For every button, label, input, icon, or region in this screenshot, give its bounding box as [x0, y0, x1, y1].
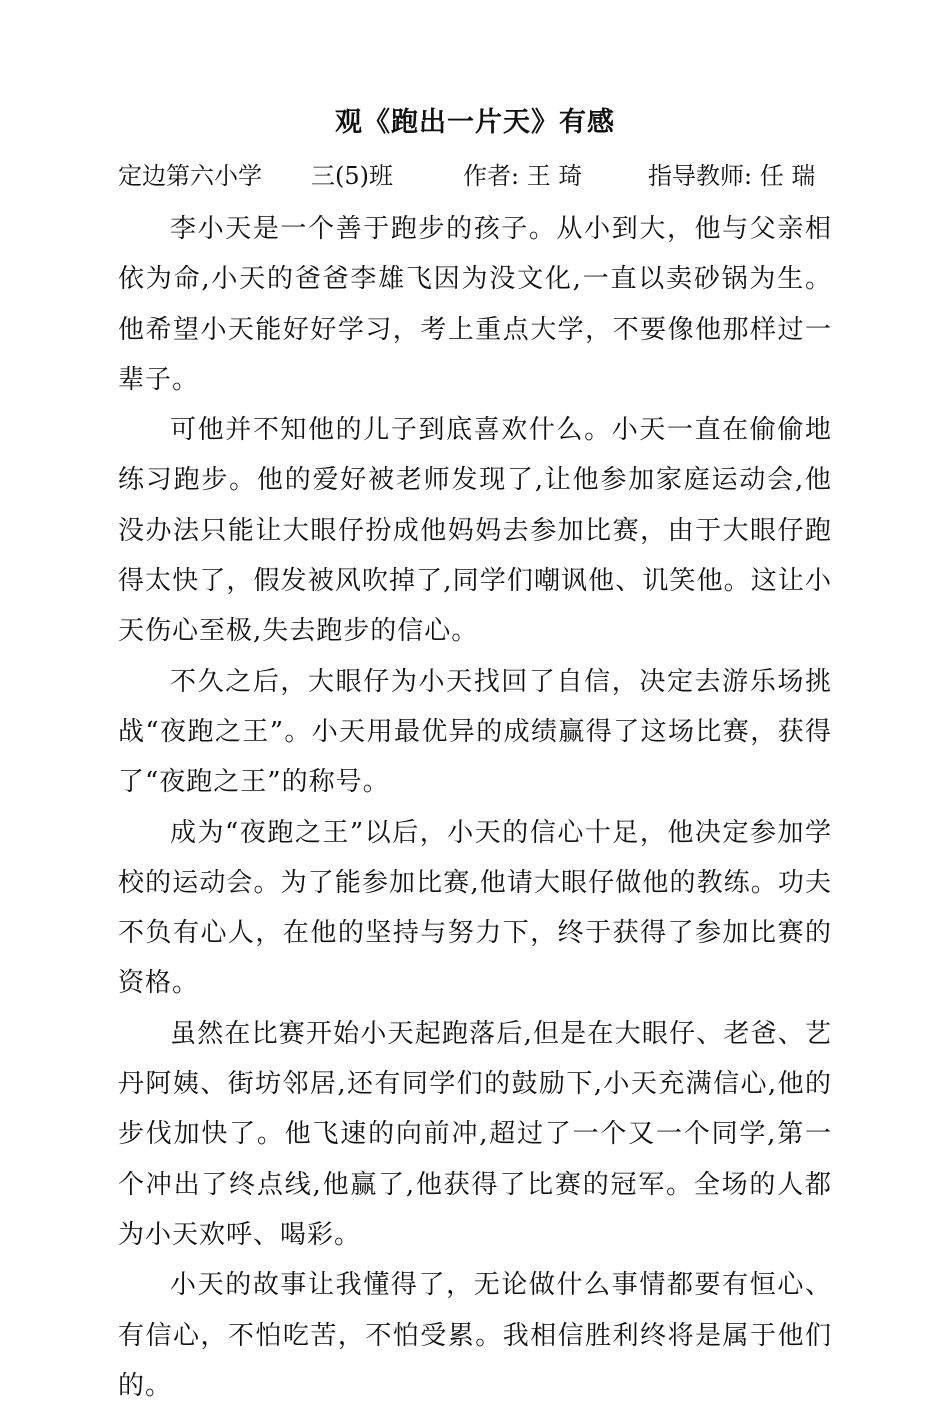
- paragraph-3: 不久之后，大眼仔为小天找回了自信，决定去游乐场挑战“夜跑之王”。小天用最优异的成绩赢得了这场比赛，获得了“夜跑之王”的称号。: [118, 666, 832, 798]
- essay-title: 观《跑出一片天》有感: [335, 107, 615, 138]
- teacher-name: 指导教师: 任 瑞: [648, 162, 816, 190]
- author-name: 作者: 王 琦: [463, 162, 583, 190]
- paragraph-4: 成为“夜跑之王”以后，小天的信心十足，他决定参加学校的运动会。为了能参加比赛,他请大眼仔做他的教练。功夫不负有心人，在他的坚持与努力下，终于获得了参加比赛的资格。: [118, 817, 832, 999]
- paragraph-1: 李小天是一个善于跑步的孩子。从小到大，他与父亲相依为命,小天的爸爸李雄飞因为没文化,一直以卖砂锅为生。他希望小天能好好学习，考上重点大学，不要像他那样过一辈子。: [118, 214, 832, 395]
- paragraph-2: 可他并不知他的儿子到底喜欢什么。小天一直在偷偷地练习跑步。他的爱好被老师发现了,让他参加家庭运动会,他没办法只能让大眼仔扮成他妈妈去参加比赛，由于大眼仔跑得太快了，假发被风吹掉了,同学们嘲讽他、讥笑他。这让小天伤心至极,失去跑步的信心。: [118, 415, 832, 647]
- school-name: 定边第六小学: [118, 162, 262, 190]
- essay-meta-line: [118, 156, 834, 196]
- paragraph-6: 小天的故事让我懂得了，无论做什么事情都要有恒心、有信心，不怕吃苦，不怕受累。我相信胜利终将是属于他们的。: [118, 1270, 832, 1401]
- essay-body: [118, 204, 832, 1411]
- paragraph-5: 虽然在比赛开始小天起跑落后,但是在大眼仔、老爸、艺丹阿姨、街坊邻居,还有同学们的鼓励下,小天充满信心,他的步伐加快了。他飞速的向前冲,超过了一个又一个同学,第一个冲出了终点线,他赢了,他获得了比赛的冠军。全场的人都为小天欢呼、喝彩。: [118, 1018, 832, 1250]
- class-name: 三(5)班: [311, 162, 393, 190]
